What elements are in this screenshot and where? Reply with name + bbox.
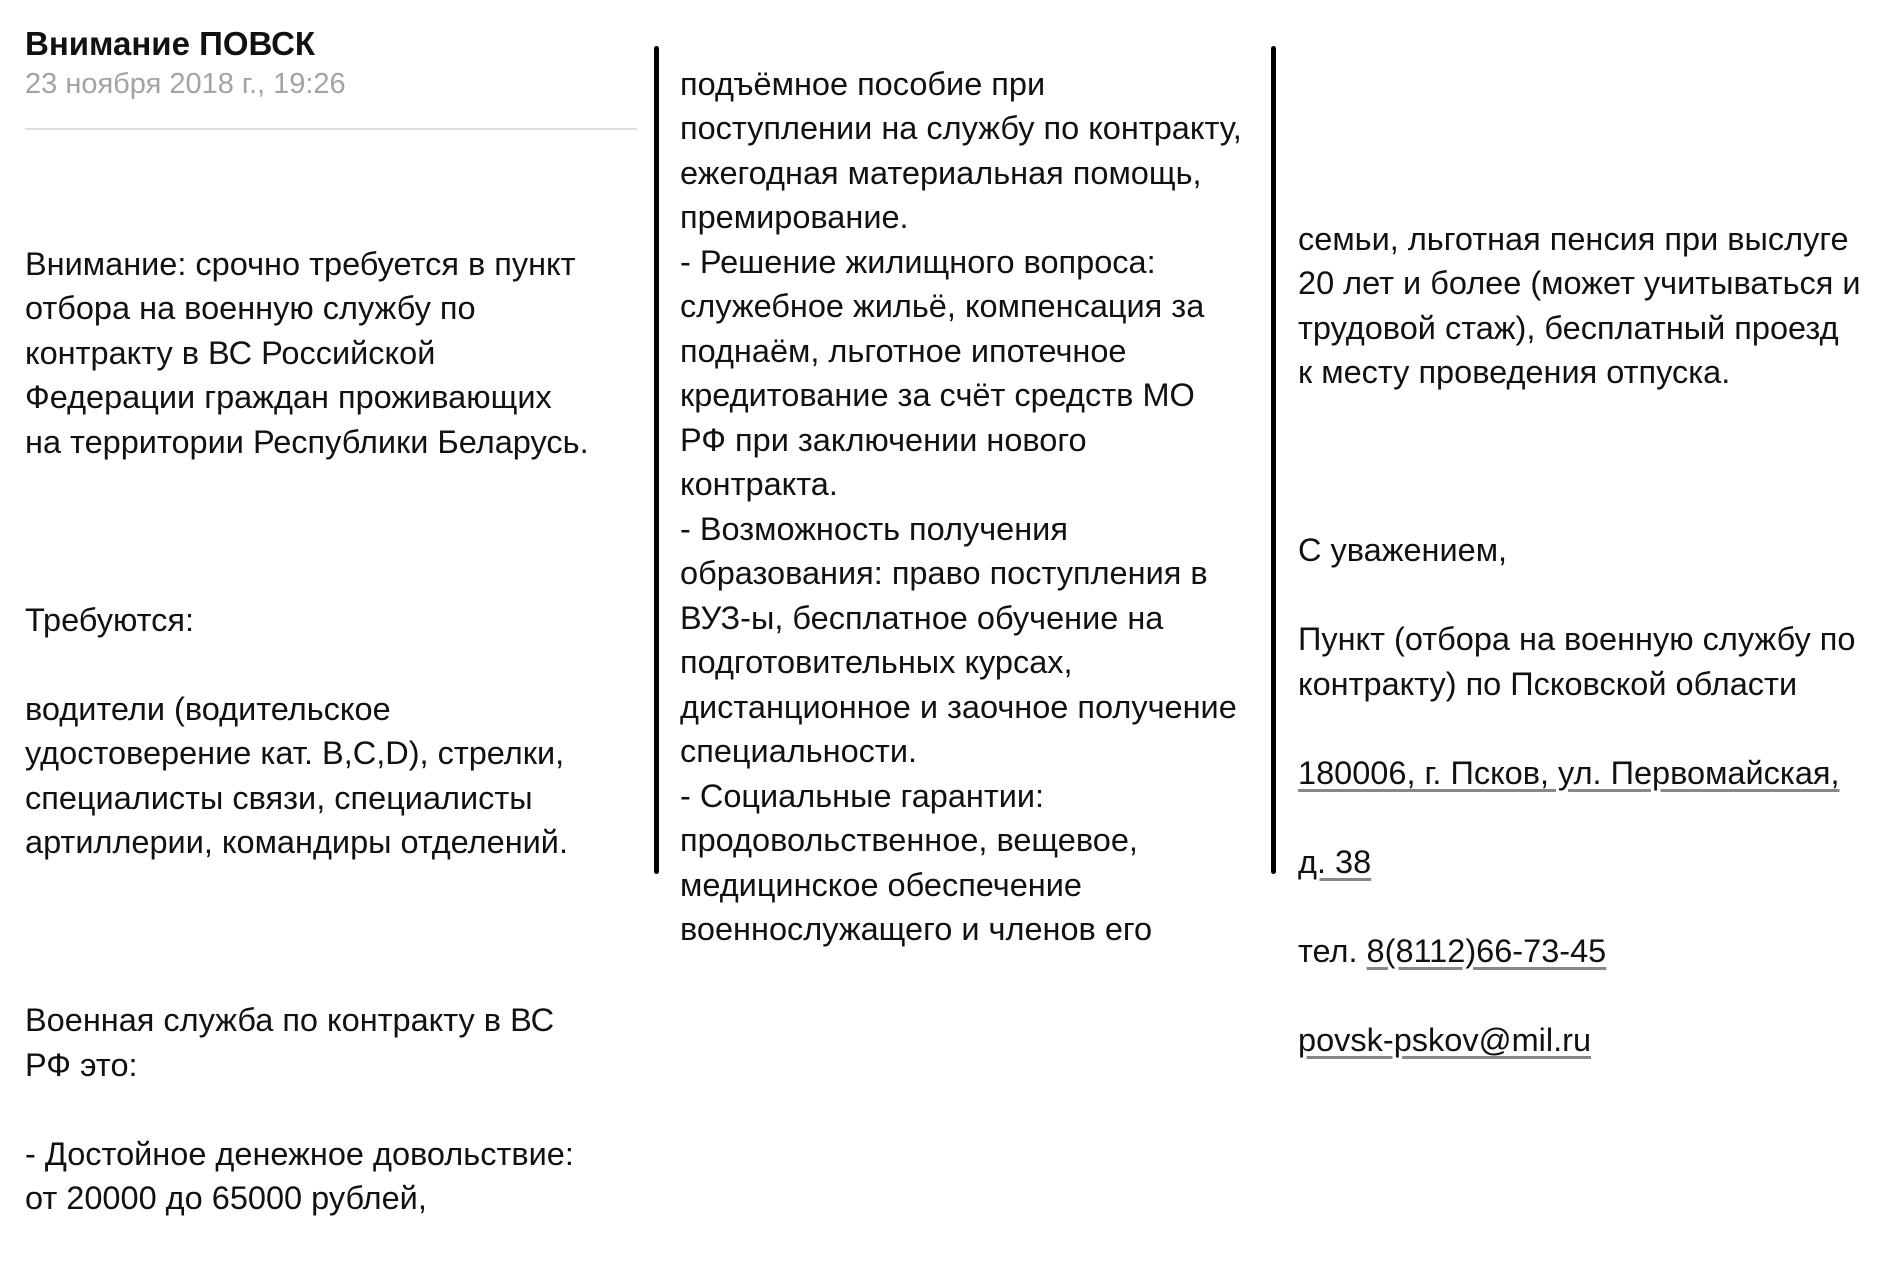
column-1	[25, 197, 645, 1265]
phone-line	[1298, 929, 1888, 974]
address-line-2	[1298, 840, 1888, 885]
pension-text: семьи, льготная пенсия при выслуге 20 лет и более (может учитываться и трудовой стаж), бесплатный проезд к месту проведения отпуска.	[1298, 220, 1861, 390]
address-link-2[interactable]: д. 38	[1298, 843, 1372, 880]
required-list: водители (водительское удостоверение кат. B,C,D), стрелки, специалисты связи, специалисты артиллерии, командиры отделений.	[25, 690, 568, 860]
money-text: - Достойное денежное довольствие: от 20000 до 65000 рублей,	[25, 1135, 574, 1216]
organization-text: Пункт (отбора на военную службу по контракту) по Псковской области	[1298, 621, 1856, 702]
address-link-1[interactable]: 180006, г. Псков, ул. Первомайская,	[1298, 754, 1840, 791]
column-3	[1298, 172, 1888, 1107]
email-title: Внимание ПОВСК	[25, 25, 316, 62]
required-heading: Требуются:	[25, 601, 195, 638]
email-link[interactable]: povsk-pskov@mil.ru	[1298, 1021, 1592, 1058]
address-line-1	[1298, 751, 1888, 796]
header-divider	[25, 128, 637, 130]
phone-link[interactable]: 8(8112)66-73-45	[1366, 932, 1607, 969]
intro-text: Внимание: срочно требуется в пункт отбора на военную службу по контракту в ВС Российской Федерации граждан проживающих на территории Республики Беларусь.	[25, 245, 589, 460]
column-separator-1	[654, 46, 659, 874]
benefits-text: подъёмное пособие при поступлении на службу по контракту, ежегодная материальная помощь, премирование. - Решение жилищного вопроса: служебное жильё, компенсация за поднаём, льготное ипотечное кредитование за счёт средств МО РФ при заключении нового контракта. - Возможность получения образования: право поступления в ВУЗ-ы, бесплатное обучение на подготовительных курсах, дистанционное и заочное получение специальности. - Социальные гарантии: продовольственное, вещевое, медицинское обеспечение военнослужащего и членов его	[680, 65, 1242, 947]
email-line	[1298, 1018, 1888, 1063]
service-intro: Военная служба по контракту в ВС РФ это:	[25, 1002, 555, 1083]
column-2	[680, 17, 1280, 996]
column-separator-2	[1271, 46, 1276, 874]
email-date: 23 ноября 2018 г., 19:26	[25, 68, 346, 100]
regards-text: С уважением,	[1298, 532, 1508, 568]
phone-label: тел.	[1298, 932, 1367, 969]
